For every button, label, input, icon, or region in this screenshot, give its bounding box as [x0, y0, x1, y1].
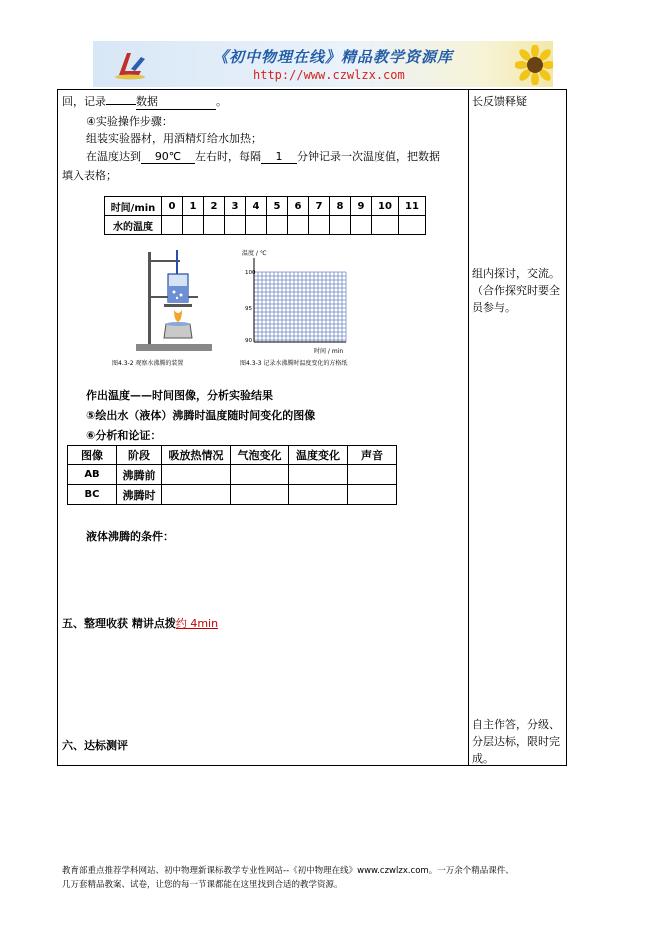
temperature-cell[interactable] — [225, 216, 246, 235]
time-cell: 4 — [246, 197, 267, 216]
temperature-row — [105, 216, 426, 235]
time-header: 时间/min — [105, 197, 162, 216]
time-cell: 7 — [309, 197, 330, 216]
section5-time: 约 4min — [175, 617, 219, 630]
table-row — [68, 465, 397, 485]
assemble-text: 组装实验器材，用酒精灯给水加热； — [86, 132, 262, 145]
time-cell: 9 — [351, 197, 372, 216]
self-assessment-note: 自主作答，分级、分层达标，限时完成。 — [472, 718, 560, 765]
answer-cell[interactable] — [162, 465, 231, 485]
temperature-cell[interactable] — [372, 216, 399, 235]
footer-line2: 几万套精品教案、试卷，让您的每一节课都能在这里找到合适的教学资源。 — [62, 880, 343, 890]
temperature-instruction: 在温度达到 90℃ 左右时，每隔 1 分钟记录一次温度值，把数据 — [86, 150, 440, 163]
temperature-cell[interactable] — [309, 216, 330, 235]
answer-cell[interactable] — [231, 485, 289, 505]
temperature-label: 水的温度 — [105, 216, 162, 235]
image-cell: BC — [68, 485, 117, 505]
table-row — [68, 485, 397, 505]
temperature-cell[interactable] — [267, 216, 288, 235]
column-header: 阶段 — [117, 446, 162, 465]
site-logo-icon — [113, 47, 147, 81]
fill-table-text: 填入表格； — [62, 169, 117, 182]
image-cell: AB — [68, 465, 117, 485]
step5-heading: ⑤绘出水（液体）沸腾时温度随时间变化的图像 — [86, 409, 316, 422]
header-banner — [93, 41, 553, 87]
temperature-cell[interactable] — [183, 216, 204, 235]
banner-url[interactable]: http://www.czwlzx.com — [253, 68, 405, 82]
column-header: 图像 — [68, 446, 117, 465]
answer-cell[interactable] — [231, 465, 289, 485]
section6-heading: 六、达标测评 — [62, 739, 128, 752]
frame-left — [57, 89, 58, 766]
graph-y-label: 温度 / ℃ — [242, 250, 267, 257]
group-discussion-note: 组内探讨，交流。（合作探究时要全员参与。 — [472, 267, 560, 314]
figure1-caption: 图4.3-2 观察水沸腾的装置 — [112, 360, 184, 367]
answer-cell[interactable] — [348, 465, 397, 485]
step4-heading: ④实验操作步骤： — [86, 115, 173, 128]
step6-heading: ⑥分析和论证： — [86, 429, 162, 442]
graph-y-tick: 100 — [245, 270, 256, 276]
frame-top — [57, 89, 567, 90]
answer-cell[interactable] — [162, 485, 231, 505]
boiling-apparatus-figure — [130, 246, 220, 358]
time-cell: 3 — [225, 197, 246, 216]
graph-x-label: 时间 / min — [314, 348, 344, 355]
frame-divider — [468, 89, 469, 766]
answer-cell[interactable] — [289, 485, 348, 505]
stage-cell: 沸腾前 — [117, 465, 162, 485]
feedback-note: 长反馈释疑 — [472, 95, 527, 108]
time-cell: 5 — [267, 197, 288, 216]
answer-cell[interactable] — [289, 465, 348, 485]
time-cell: 6 — [288, 197, 309, 216]
time-cell: 10 — [372, 197, 399, 216]
graph-y-tick: 90 — [245, 338, 252, 344]
time-cell: 1 — [183, 197, 204, 216]
column-header: 吸放热情况 — [162, 446, 231, 465]
answer-cell[interactable] — [348, 485, 397, 505]
temperature-cell[interactable] — [288, 216, 309, 235]
time-cell: 11 — [399, 197, 426, 216]
temperature-cell[interactable] — [330, 216, 351, 235]
time-cell: 0 — [162, 197, 183, 216]
frame-right — [566, 89, 567, 766]
analysis-header-row — [68, 446, 397, 465]
column-header: 声音 — [348, 446, 397, 465]
temperature-cell[interactable] — [246, 216, 267, 235]
draw-graph-text: 作出温度——时间图像，分析实验结果 — [86, 389, 273, 402]
boiling-condition-text: 液体沸腾的条件： — [86, 530, 174, 543]
time-cell: 2 — [204, 197, 225, 216]
section5-heading: 五、整理收获 精讲点拨约 4min — [62, 617, 219, 630]
time-row — [105, 197, 426, 216]
time-temperature-table — [104, 196, 426, 235]
time-cell: 8 — [330, 197, 351, 216]
stage-cell: 沸腾时 — [117, 485, 162, 505]
analysis-table — [67, 445, 397, 505]
column-header: 温度变化 — [289, 446, 348, 465]
sunflower-icon — [515, 45, 553, 85]
banner-title: 《初中物理在线》精品教学资源库 — [213, 48, 454, 66]
record-line: 回，记录 数据 。 — [62, 95, 227, 108]
footer-line1: 教育部重点推荐学科网站、初中物理新课标教学专业性网站--《初中物理在线》www.czwlzx.com。一万余个精品课件、 — [62, 866, 514, 876]
graph-y-tick: 95 — [245, 306, 252, 312]
figure2-caption: 图4.3-3 记录水沸腾时温度变化的方格纸 — [240, 360, 348, 367]
temperature-cell[interactable] — [204, 216, 225, 235]
temperature-cell[interactable] — [351, 216, 372, 235]
column-header: 气泡变化 — [231, 446, 289, 465]
temperature-cell[interactable] — [162, 216, 183, 235]
temperature-cell[interactable] — [399, 216, 426, 235]
